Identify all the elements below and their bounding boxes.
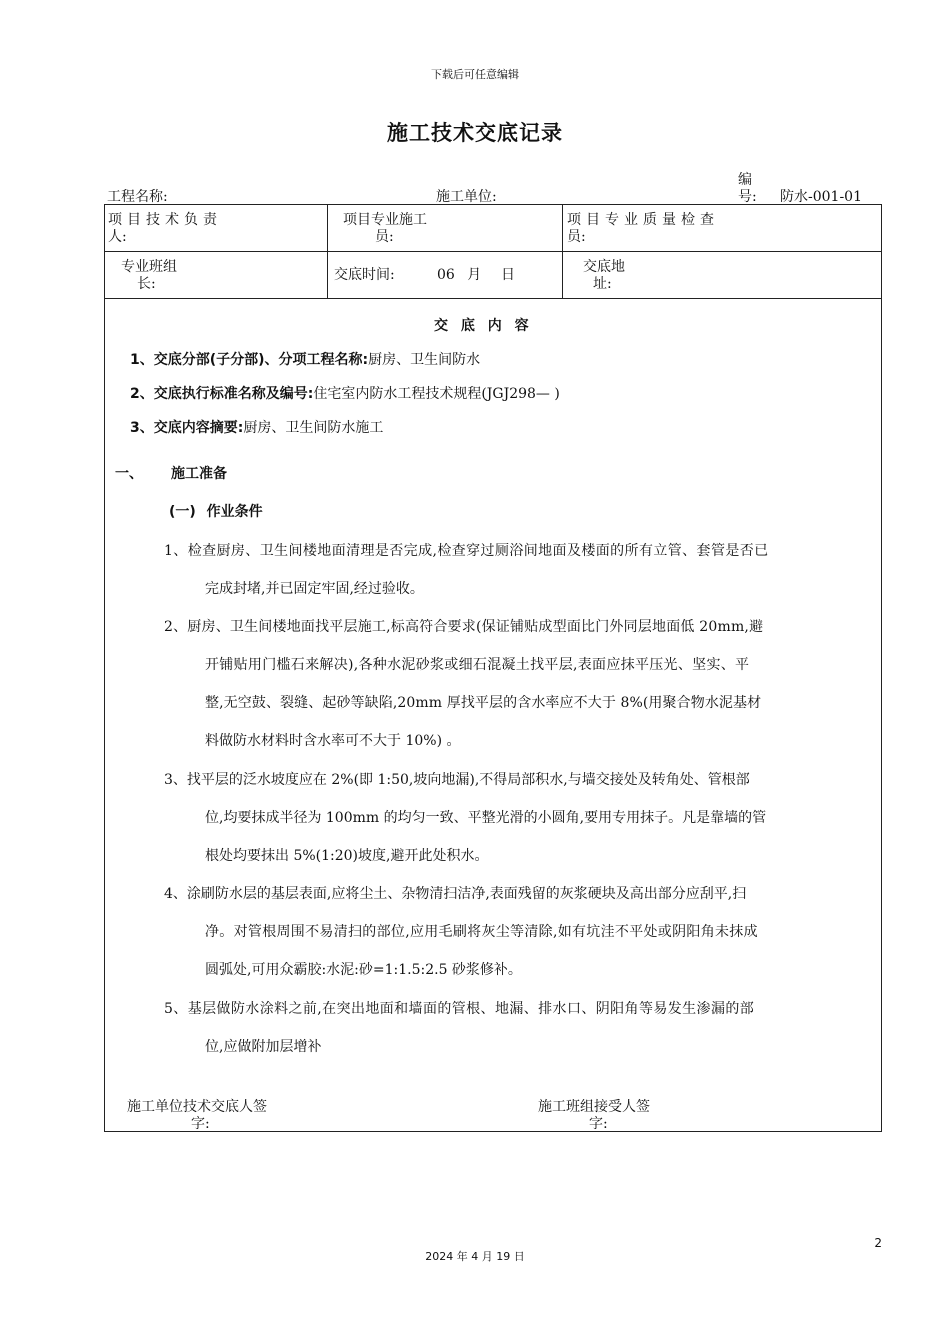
page-number: 2: [874, 1236, 882, 1250]
row-divider-2: [105, 298, 881, 299]
para-line: 完成封堵,并已固定牢固,经过验收。: [205, 581, 424, 597]
item-2-value: 住宅室内防水工程技术规程(JGJ298— ): [313, 386, 560, 402]
number-label-bottom: 号:: [738, 189, 757, 205]
item-2-label: 2、交底执行标准名称及编号:: [130, 386, 314, 402]
item-1-label: 1、交底分部(子分部)、分项工程名称:: [130, 352, 369, 368]
para-line: 位,均要抹成半径为 100mm 的均匀一致、平整光滑的小圆角,要用专用抹子。凡是靠墙的管: [205, 810, 767, 826]
handover-signature-label-cont: 字:: [191, 1116, 210, 1132]
para-line: 根处均要抹出 5%(1:20)坡度,避开此处积水。: [205, 848, 489, 864]
content-heading: 交 底 内 容: [434, 318, 533, 334]
team-lead-label: 专业班组: [121, 259, 177, 275]
item-3-label: 3、交底内容摘要:: [130, 420, 244, 436]
section-1-title: 施工准备: [171, 466, 227, 482]
item-3-value: 厨房、卫生间防水施工: [243, 420, 384, 436]
section-1-number: 一、: [115, 466, 143, 482]
para-line: 4、涂刷防水层的基层表面,应将尘土、杂物清扫洁净,表面残留的灰浆硬块及高出部分应刮平,扫: [164, 886, 747, 902]
subsection-1-title: (一) 作业条件: [169, 504, 263, 520]
para-line: 5、基层做防水涂料之前,在突出地面和墙面的管根、地漏、排水口、阴阳角等易发生渗漏的部: [164, 1001, 755, 1017]
item-2: [130, 383, 560, 403]
qc-label-cont: 员:: [567, 229, 586, 245]
receiver-signature-label-cont: 字:: [589, 1116, 608, 1132]
team-lead-label-cont: 长:: [137, 276, 156, 292]
para-line: 净。对管根周围不易清扫的部位,应用毛刷将灰尘等清除,如有坑洼不平处或阴阳角未抹成: [205, 924, 758, 940]
receiver-signature-label: 施工班组接受人签: [538, 1099, 650, 1115]
para-line: 圆弧处,可用众霸胶:水泥:砂=1:1.5:2.5 砂浆修补。: [205, 962, 522, 978]
time-month: 06 月: [437, 267, 482, 283]
tech-lead-label-cont: 人:: [108, 229, 127, 245]
address-label: 交底地: [583, 259, 625, 275]
footer-date: 2024 年 4 月 19 日: [425, 1250, 525, 1263]
project-name-label: 工程名称:: [107, 189, 168, 205]
handover-signature-label: 施工单位技术交底人签: [127, 1099, 267, 1115]
para-line: 料做防水材料时含水率可不大于 10%) 。: [205, 733, 461, 749]
para-line: 整,无空鼓、裂缝、起砂等缺陷,20mm 厚找平层的含水率应不大于 8%(用聚合物水泥基材: [205, 695, 762, 711]
time-day: 日: [501, 267, 515, 283]
para-line: 开铺贴用门槛石来解决),各种水泥砂浆或细石混凝土找平层,表面应抹平压光、坚实、平: [205, 657, 750, 673]
item-1-value: 厨房、卫生间防水: [368, 352, 481, 368]
item-3: [130, 417, 383, 437]
qc-label: 项目专业质量检查: [567, 212, 719, 228]
pro-worker-label: 项目专业施工: [343, 212, 427, 228]
address-label-cont: 址:: [593, 276, 612, 292]
time-label: 交底时间:: [334, 267, 395, 283]
para-line: 3、找平层的泛水坡度应在 2%(即 1:50,坡向地漏),不得局部积水,与墙交接处及转角处、管根部: [164, 772, 750, 788]
col-divider-1: [327, 205, 328, 298]
record-table: [104, 204, 882, 1132]
row-divider-1: [105, 251, 881, 252]
col-divider-2: [562, 205, 563, 298]
tech-lead-label: 项目技术负责: [108, 212, 222, 228]
pro-worker-label-cont: 员:: [375, 229, 394, 245]
document-number: 防水-001-01: [780, 189, 862, 205]
item-1: [130, 349, 480, 369]
header-note: 下载后可任意编辑: [431, 68, 519, 81]
number-label-top: 编: [738, 172, 752, 188]
document-title: 施工技术交底记录: [387, 121, 563, 145]
construction-unit-label: 施工单位:: [436, 189, 497, 205]
para-line: 2、厨房、卫生间楼地面找平层施工,标高符合要求(保证铺贴成型面比门外同层地面低 20mm,避: [164, 619, 764, 635]
para-line: 位,应做附加层增补: [205, 1039, 322, 1055]
para-line: 1、检查厨房、卫生间楼地面清理是否完成,检查穿过厕浴间地面及楼面的所有立管、套管是否已: [164, 543, 769, 559]
